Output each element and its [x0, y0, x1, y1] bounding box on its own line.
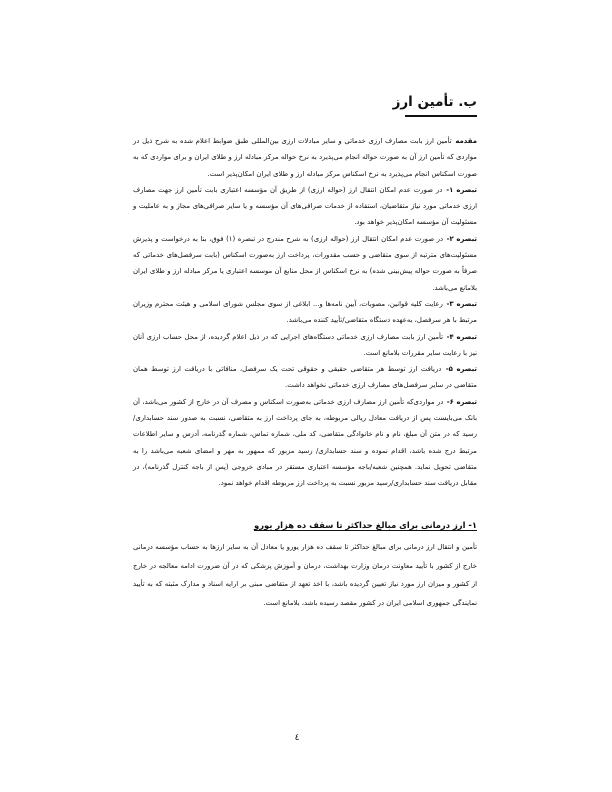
- paragraph-introduction: [133, 133, 477, 182]
- paragraph-text: دریافت ارز توسط هر متقاضی حقیقی و حقوقی تحت یک سرفصل، منافاتی با دریافت ارز توسط همان متقاضی در سایر سرفصل‌های مصارف ارزی خدماتی نخواهد داشت.: [133, 365, 477, 390]
- paragraph-label: تبصره ۳-: [446, 299, 477, 308]
- page-title: ب. تأمین ارز: [392, 94, 477, 110]
- paragraph-text: تأمین ارز بابت مصارف ارزی خدماتی دستگاه‌های اجرایی که در ذیل اعلام گردیده، از محل حساب ارزی آنان نیز با رعایت سایر مقررات بلامانع است.: [133, 332, 477, 357]
- paragraph-label: تبصره ۶-: [446, 397, 477, 406]
- page-number: ٤: [294, 733, 300, 743]
- section-paragraph: تأمین و انتقال ارز درمانی برای مبالغ حداکثر تا سقف ده هزار یورو یا معادل آن به سایر ارزها به حساب مؤسسه درمانی خارج از کشور با تأیید معاونت درمان وزارت بهداشت، درمان و آموزش پزشکی که در آن ضرورت ادامه معالجه در خارج از کشور و میزان ارز مورد نیاز تعیین گردیده باشد، با اخذ تعهد از متقاضی مبنی بر ارایه اسناد و مدارک مثبته که به تأیید نمایندگی جمهوری اسلامی ایران در کشور مقصد رسیده باشد، بلامانع است.: [133, 543, 477, 607]
- paragraph-label: تبصره ۱-: [446, 185, 477, 194]
- section-body: [133, 538, 477, 612]
- paragraph-label: مقدمه: [455, 137, 477, 145]
- section-heading: ۱- ارز درمانی برای مبالغ حداکثر تا سقف ده هزار یورو: [254, 520, 477, 530]
- paragraph-text: تأمین ارز بابت مصارف ارزی خدماتی و سایر مبادلات ارزی بین‌المللی طبق ضوابط اعلام شده به شرح ذیل در مواردی که تأمین ارز آن به صورت حواله انجام می‌پذیرد به نرخ حواله مرکز مبادله ارز و طلای ایران و برای مواردی که به صورت اسکناس انجام می‌پذیرد به نرخ اسکناس مرکز مبادله ارز و طلای ایران امکان‌پذیر است.: [133, 137, 477, 178]
- paragraph-text: در صورت عدم امکان انتقال ارز (حواله ارزی) به شرح مندرج در تبصره (۱) فوق، بنا به درخواست و پذیرش مسئولیت‌های مترتبه از سوی متقاضی و حسب مقدورات، پرداخت ارز به‌صورت اسکناس (بابت سرفصل‌های خدماتی که صرفاً به صورت حواله پیش‌بینی شده) به نرخ اسکناس از محل منابع آن موسسه اعتباری یا مرکز مبادله ارز و طلای ایران بلامانع می‌باشد.: [133, 234, 477, 292]
- paragraph-note-4: [133, 329, 477, 362]
- paragraph-text: رعایت کلیه قوانین، مصوبات، آیین نامه‌ها و... ابلاغی از سوی مجلس شورای اسلامی و هیئت محترم وزیران مرتبط با هر سرفصل، به‌عهده دستگاه متقاضی/تأیید کننده می‌باشد.: [133, 299, 477, 325]
- paragraph-note-6: [133, 394, 477, 492]
- paragraph-text: در صورت عدم امکان انتقال ارز (حواله ارزی) از طریق آن مؤسسه اعتباری بابت تأمین ارز جهت مصارف ارزی خدماتی مورد نیاز متقاضیان، استفاده از خدمات صرافی‌های آن مؤسسه و یا سایر صرافی‌های مجاز و به عاملیت و مسئولیت آن مؤسسه امکان‌پذیر خواهد بود.: [133, 185, 477, 227]
- paragraph-label: تبصره ۲-: [446, 234, 477, 243]
- title-underline: [405, 115, 477, 117]
- paragraph-note-2: [133, 231, 477, 296]
- paragraph-note-5: [133, 361, 477, 394]
- document-body: [133, 133, 477, 492]
- paragraph-label: تبصره ۵-: [445, 365, 477, 374]
- paragraph-note-3: [133, 296, 477, 329]
- paragraph-label: تبصره ۴-: [446, 332, 477, 341]
- paragraph-text: در مواردی‌که تأمین ارز مصارف ارزی خدماتی به‌صورت اسکناس و مصرف آن در خارج از کشور می‌باشد، آن بانک می‌بایست پس از دریافت معادل ریالی مربوطه، به جای پرداخت ارز به متقاضی، نسبت به صدور سند حسابداری/ رسید که در متن آن مبلغ، نام و نام خانوادگی متقاضی، کد ملی، شماره تماس، شماره گذرنامه، آدرس و سایر اطلاعات مرتبط درج شده باشد، اقدام نموده و سند حسابداری/ رسید مزبور که ممهور به مهر و امضای شعبه می‌باشد را به متقاضی تحویل نماید. همچنین شعبه/باجه مؤسسه اعتباری مستقر در مبادی خروجی (پس از باجه کنترل گذرنامه)، در مقابل دریافت سند حسابداری/رسید مزبور نسبت به پرداخت ارز مربوطه اقدام خواهد نمود.: [133, 397, 477, 488]
- paragraph-note-1: [133, 182, 477, 231]
